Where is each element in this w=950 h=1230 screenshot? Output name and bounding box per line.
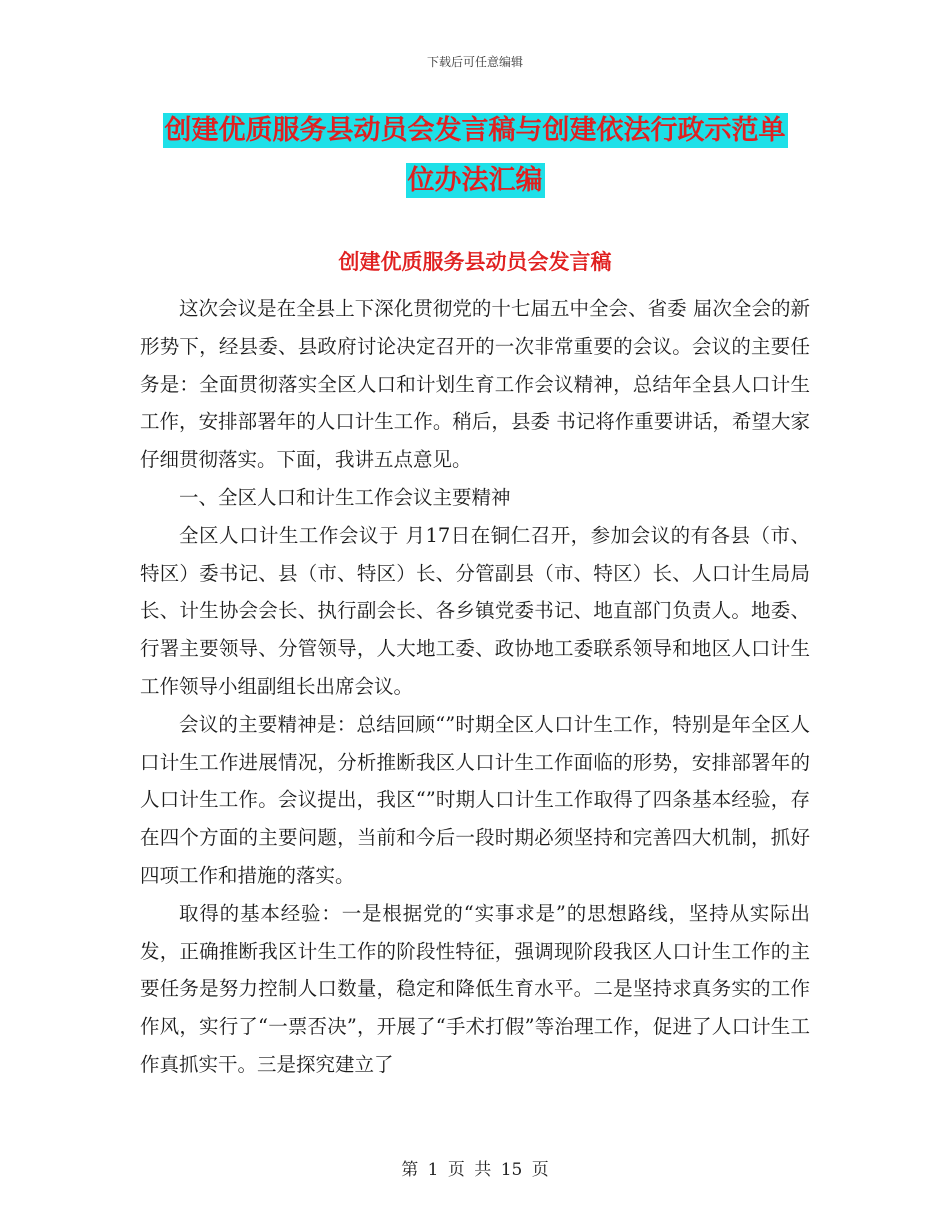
section-title: 创建优质服务县动员会发言稿 bbox=[338, 249, 612, 274]
paragraph: 一、全区人口和计生工作会议主要精神 bbox=[179, 485, 511, 509]
document-title bbox=[140, 106, 810, 206]
page-header-note: 下载后可任意编辑 bbox=[426, 55, 523, 69]
paragraph: 这次会议是在全县上下深化贯彻党的十七届五中全会、省委 届次全会的新形势下，经县委、县政府讨论决定召开的一次非常重要的会议。会议的主要任务是：全面贯彻落实全区人口和计划生育工作会议精神，总结年全县人口计生工作，安排部署年的人口计生工作。稍后，县委 书记将作重要讲话，希望大家仔细贯彻落实。下面，我讲五点意见。 bbox=[140, 297, 810, 472]
title-line-1: 创建优质服务县动员会发言稿与创建依法行政示范单 bbox=[164, 115, 786, 146]
paragraph: 会议的主要精神是：总结回顾“”时期全区人口计生工作，特别是年全区人口计生工作进展情况，分析推断我区人口计生工作面临的形势，安排部署年的人口计生工作。会议提出，我区“”时期人口计生工作取得了四条基本经验，存在四个方面的主要问题，当前和今后一段时期必须坚持和完善四大机制，抓好四项工作和措施的落实。 bbox=[140, 712, 810, 887]
title-line-2: 位办法汇编 bbox=[407, 165, 543, 196]
page-number-footer: 第 1 页 共 15 页 bbox=[401, 1160, 549, 1180]
paragraph: 取得的基本经验：一是根据党的“实事求是”的思想路线，坚持从实际出发，正确推断我区计生工作的阶段性特征，强调现阶段我区人口计生工作的主要任务是努力控制人口数量，稳定和降低生育水平。二是坚持求真务实的工作作风，实行了“一票否决”，开展了“手术打假”等治理工作，促进了人口计生工作真抓实干。三是探究建立了 bbox=[140, 901, 810, 1076]
body-text bbox=[140, 290, 810, 1084]
paragraph: 全区人口计生工作会议于 月17日在铜仁召开，参加会议的有各县（市、特区）委书记、县（市、特区）长、分管副县（市、特区）长、人口计生局局长、计生协会会长、执行副会长、各乡镇党委书记、地直部门负责人。地委、行署主要领导、分管领导，人大地工委、政协地工委联系领导和地区人口计生工作领导小组副组长出席会议。 bbox=[140, 523, 810, 698]
